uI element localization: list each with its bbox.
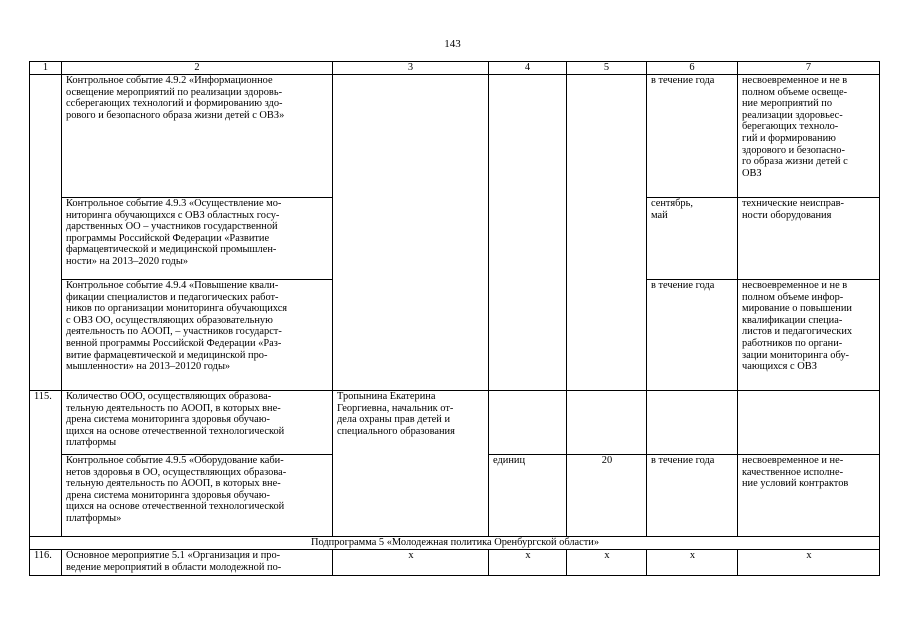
value-cell [567, 391, 647, 455]
period-text: в течение года [651, 455, 715, 466]
event-name-text: Контрольное событие 4.9.3 «Осуществление мо- ниторинга обучающихся с ОВЗ областных госу- дарственных ОО – участников государственной программы Российской Федерации «Развитие фармацевтической и медицинской промышлен- ности» на 2013–2020 годы» [66, 198, 282, 267]
column-header-3: 3 [333, 62, 489, 75]
unit-text: единиц [493, 455, 526, 466]
period-text: в течение года [651, 280, 715, 291]
responsible-text: Тропынина Екатерина Георгиевна, начальник от- дела охраны прав детей и специального образования [337, 391, 455, 437]
indicator-name-cell [62, 391, 333, 455]
risk-text: несвоевременное и не- качественное исполне- ние условий контрактов [742, 455, 849, 490]
column-header-5: 5 [567, 62, 647, 75]
risk-text: несвоевременное и не в полном объеме освеще- ние мероприятий по реализации здоровьес- берегающих техноло- гий и формированию здорового и безопасно- го образа жизни детей с ОВЗ [742, 75, 848, 179]
responsible-cell: х [333, 550, 489, 576]
unit-cell [489, 391, 567, 455]
unit-cell [489, 75, 567, 391]
row-number-cell [30, 550, 62, 576]
table-row [30, 550, 880, 576]
risk-cell: х [738, 550, 880, 576]
event-name-text: Основное мероприятие 5.1 «Организация и про- ведение мероприятий в области молодежной по- [66, 550, 282, 573]
value-text: 20 [601, 455, 613, 466]
period-cell [647, 75, 738, 198]
risk-cell [738, 198, 880, 280]
unit-cell [489, 455, 567, 537]
event-name-cell [62, 550, 333, 576]
column-header-2: 2 [62, 62, 333, 75]
indicator-name-text: Количество ООО, осуществляющих образова- тельную деятельность по АООП, в которых вне- дрена система мониторинга здоровья обучаю- щихся на основе отечественной технологической платформы [66, 391, 285, 449]
risk-text: технические неисправ- ности оборудования [742, 198, 844, 221]
event-name-text: Контрольное событие 4.9.5 «Оборудование каби- нетов здоровья в ОО, осуществляющих образова- тельную деятельность по АООП, в которых вне- дрена система мониторинга здоровья обучаю- щихся на основе отечественной технологической платформы» [66, 455, 287, 524]
risk-cell [738, 455, 880, 537]
period-text: сентябрь, май [651, 198, 693, 221]
column-header-7: 7 [738, 62, 880, 75]
column-header-4: 4 [489, 62, 567, 75]
period-cell [647, 198, 738, 280]
unit-cell: х [489, 550, 567, 576]
risk-cell [738, 391, 880, 455]
row-number-cell [30, 75, 62, 391]
column-header-1: 1 [30, 62, 62, 75]
table-row [30, 75, 880, 198]
subprogram-title: Подпрограмма 5 «Молодежная политика Оренбургской области» [30, 537, 880, 550]
document-table [29, 61, 880, 576]
event-name-cell [62, 280, 333, 391]
value-cell [567, 455, 647, 537]
column-header-6: 6 [647, 62, 738, 75]
risk-cell [738, 75, 880, 198]
responsible-cell [333, 75, 489, 391]
risk-text: несвоевременное и не в полном объеме инфор- мирование о повышении квалификации специа- листов и педагогических работников по органи- зации мониторинга обу- чающихся с ОВЗ [742, 280, 853, 373]
page-number: 143 [444, 38, 461, 50]
row-number: 116. [34, 550, 52, 561]
event-name-text: Контрольное событие 4.9.2 «Информационное освещение мероприятий по реализации здоровь- ссберегающих технологий и формированию здо- рового и безопасного образа жизни детей с ОВЗ» [66, 75, 285, 121]
event-name-cell [62, 455, 333, 537]
period-cell [647, 455, 738, 537]
value-cell: х [567, 550, 647, 576]
event-name-cell [62, 75, 333, 198]
risk-cell [738, 280, 880, 391]
row-number-cell [30, 391, 62, 537]
responsible-cell [333, 391, 489, 537]
event-name-text: Контрольное событие 4.9.4 «Повышение квали- фикации специалистов и педагогических работ- ников по организации мониторинга обучающихся с ОВЗ ОО, осуществляющих образовательную деятельность по АООП, – участников государст- венной программы Российской Федерации «Раз- витие фармацевтической и медицинской про- мышленности» на 2013–20120 годы» [66, 280, 288, 373]
value-cell [567, 75, 647, 391]
period-text: в течение года [651, 75, 715, 86]
row-number: 115. [34, 391, 52, 402]
table-row [30, 391, 880, 455]
subprogram-row [30, 537, 880, 550]
period-cell: х [647, 550, 738, 576]
table-header-row [30, 62, 880, 75]
event-name-cell [62, 198, 333, 280]
period-cell [647, 280, 738, 391]
period-cell [647, 391, 738, 455]
